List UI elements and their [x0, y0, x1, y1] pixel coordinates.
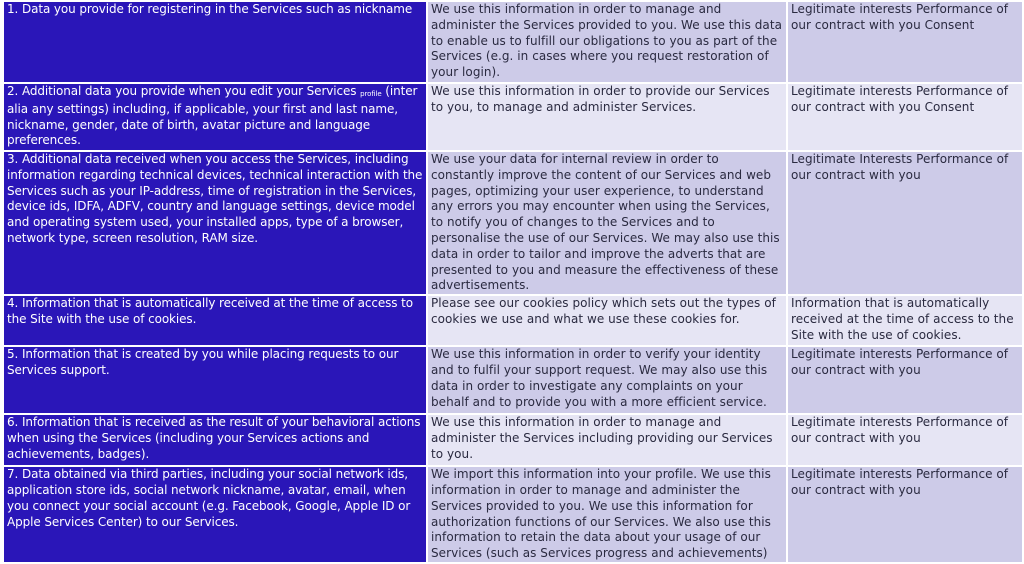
legal-basis-cell: Legitimate Interests Performance of our contract with you — [787, 151, 1023, 295]
data-category-cell: 6. Information that is received as the result of your behavioral actions when using the Services (including your Services actions and achievements, badges). — [3, 414, 427, 466]
legal-basis-cell: Legitimate interests Performance of our contract with you Consent — [787, 1, 1023, 83]
table-row — [3, 1, 1023, 83]
purpose-cell: Please see our cookies policy which sets out the types of cookies we use and what we use these cookies for. — [427, 295, 787, 346]
purpose-cell: We use this information in order to provide our Services to you, to manage and administer Services. — [427, 83, 787, 151]
table-row — [3, 151, 1023, 295]
legal-basis-cell: Information that is automatically received at the time of access to the Site with the use of cookies. — [787, 295, 1023, 346]
legal-basis-cell: Legitimate interests Performance of our contract with you — [787, 346, 1023, 414]
data-category-text-continued: (inter alia any settings) including, if applicable, your first and last name, nickname, gender, date of birth, avatar picture and language preferences. — [7, 84, 418, 148]
purpose-cell: We use this information in order to manage and administer the Services including providing our Services to you. — [427, 414, 787, 466]
purpose-cell: We import this information into your profile. We use this information in order to manage and administer the Services provided to you. We use this information for authorization functions of our Services. We also use this information to retain the data about your usage of our Services (such as Services progress and achievements) — [427, 466, 787, 563]
table-row — [3, 295, 1023, 346]
profile-subscript: profile — [360, 90, 382, 98]
legal-basis-cell: Legitimate interests Performance of our contract with you — [787, 466, 1023, 563]
data-category-cell: 7. Data obtained via third parties, including your social network ids, application store ids, social network nickname, avatar, email, when you connect your social account (e.g. Facebook, Google, Apple ID or Apple Services Center) to our Services. — [3, 466, 427, 563]
data-category-cell: 5. Information that is created by you while placing requests to our Services support. — [3, 346, 427, 414]
purpose-cell: We use your data for internal review in order to constantly improve the content of our Services and web pages, optimizing your user experience, to understand any errors you may encounter when using the Services, to notify you of changes to the Services and to personalise the use of our Services. We may also use this data in order to tailor and improve the adverts that are presented to you and measure the effectiveness of these advertisements. — [427, 151, 787, 295]
data-category-cell: 1. Data you provide for registering in the Services such as nickname — [3, 1, 427, 83]
table-row — [3, 83, 1023, 151]
data-category-text: 2. Additional data you provide when you edit your Services — [7, 84, 361, 98]
table-row — [3, 346, 1023, 414]
table-row — [3, 466, 1023, 563]
table-row — [3, 414, 1023, 466]
purpose-cell: We use this information in order to manage and administer the Services provided to you. We use this data to enable us to fulfill our obligations to you as part of the Services (e.g. in cases where you request restoration of your login). — [427, 1, 787, 83]
legal-basis-cell: Legitimate interests Performance of our contract with you — [787, 414, 1023, 466]
legal-basis-cell: Legitimate interests Performance of our contract with you Consent — [787, 83, 1023, 151]
data-category-cell — [3, 83, 427, 151]
data-category-cell: 4. Information that is automatically received at the time of access to the Site with the use of cookies. — [3, 295, 427, 346]
purpose-cell: We use this information in order to verify your identity and to fulfil your support request. We may also use this data in order to investigate any complaints on your behalf and to provide you with a more efficient service. — [427, 346, 787, 414]
data-category-cell: 3. Additional data received when you access the Services, including information regarding technical devices, technical interaction with the Services such as your IP-address, time of registration in the Services, device ids, IDFA, ADFV, country and language settings, device model and operating system used, your installed apps, type of a browser, network type, screen resolution, RAM size. — [3, 151, 427, 295]
privacy-data-table — [2, 0, 1024, 564]
